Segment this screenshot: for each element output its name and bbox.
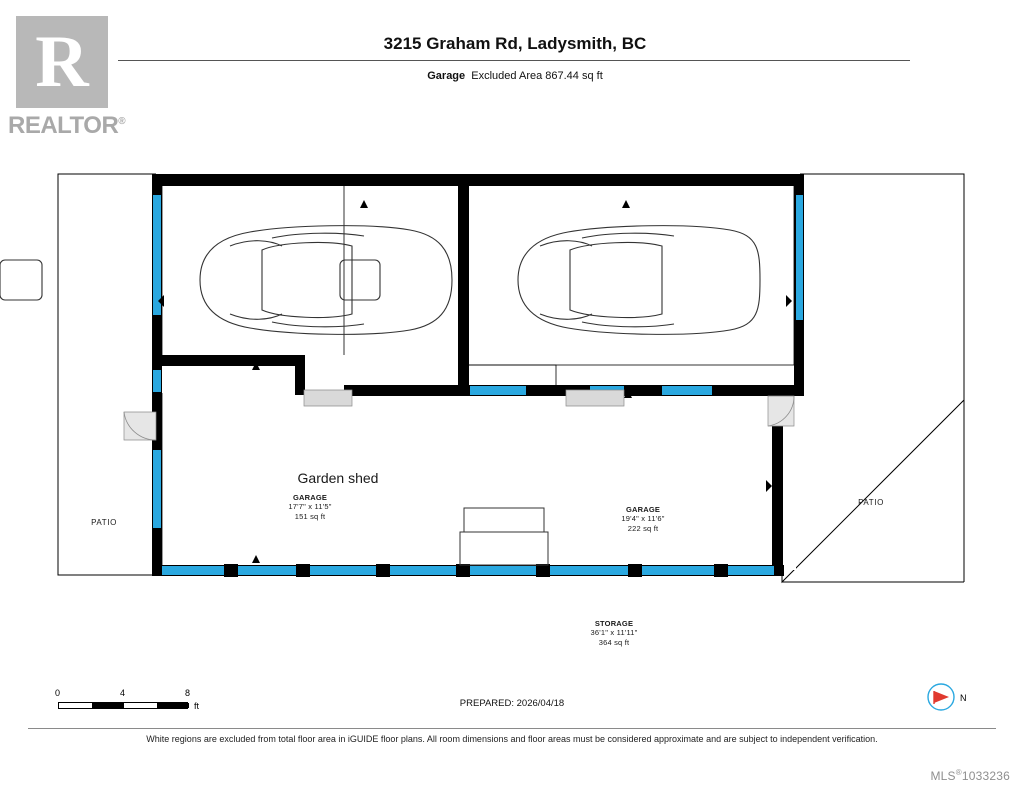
patio-label-left: PATIO <box>91 518 117 527</box>
registered-mark-icon: ® <box>118 116 126 127</box>
footer-divider <box>28 728 996 729</box>
room-label-garage-1 <box>260 493 360 521</box>
room-label-storage <box>564 619 664 647</box>
realtor-logo-wordmark <box>8 112 130 140</box>
mls-number <box>930 768 1010 783</box>
room-name: STORAGE <box>594 619 634 628</box>
room-dimensions: 17'7" x 11'5" <box>288 502 332 512</box>
prepared-date: PREPARED: 2026/04/18 <box>459 698 565 709</box>
room-area: 222 sq ft <box>627 523 659 533</box>
scale-unit-label: ft <box>194 701 200 711</box>
scale-tick-1: 4 <box>120 688 126 698</box>
floorplan-svg <box>0 150 1024 650</box>
title-divider <box>118 60 910 61</box>
subtitle-label: Garage <box>427 70 466 82</box>
room-area: 151 sq ft <box>294 511 326 521</box>
mls-value: 1033236 <box>961 769 1010 783</box>
subtitle-value: Excluded Area 867.44 sq ft <box>471 70 603 82</box>
mls-label: MLS <box>930 769 956 783</box>
realtor-logo-mark: R <box>16 16 108 108</box>
scale-tick-2: 8 <box>185 688 191 698</box>
page-title: 3215 Graham Rd, Ladysmith, BC <box>383 34 647 53</box>
mls-registered-icon: ® <box>955 768 962 777</box>
scale-tick-0: 0 <box>55 688 61 698</box>
room-name: GARAGE <box>625 505 661 514</box>
patio-label-right: PATIO <box>858 498 884 507</box>
compass-icon <box>924 680 976 714</box>
room-dimensions: 36'1" x 11'11" <box>590 628 638 638</box>
page-subtitle <box>110 70 920 82</box>
realtor-wordmark-text: REALTOR <box>8 112 119 139</box>
compass-north-label: N <box>960 693 967 703</box>
compass-rose <box>924 680 976 714</box>
room-name: GARAGE <box>292 493 328 502</box>
room-area: 364 sq ft <box>598 637 630 647</box>
floorplan-drawing <box>0 150 1024 650</box>
room-label-garage-2 <box>593 505 693 533</box>
room-dimensions: 19'4" x 11'6" <box>621 514 665 524</box>
garden-shed-label: Garden shed <box>297 470 379 486</box>
disclaimer-text: White regions are excluded from total floor area in iGUIDE floor plans. All room dimensions and floor areas must be considered approximate and are subject to independent verification. <box>146 734 878 744</box>
